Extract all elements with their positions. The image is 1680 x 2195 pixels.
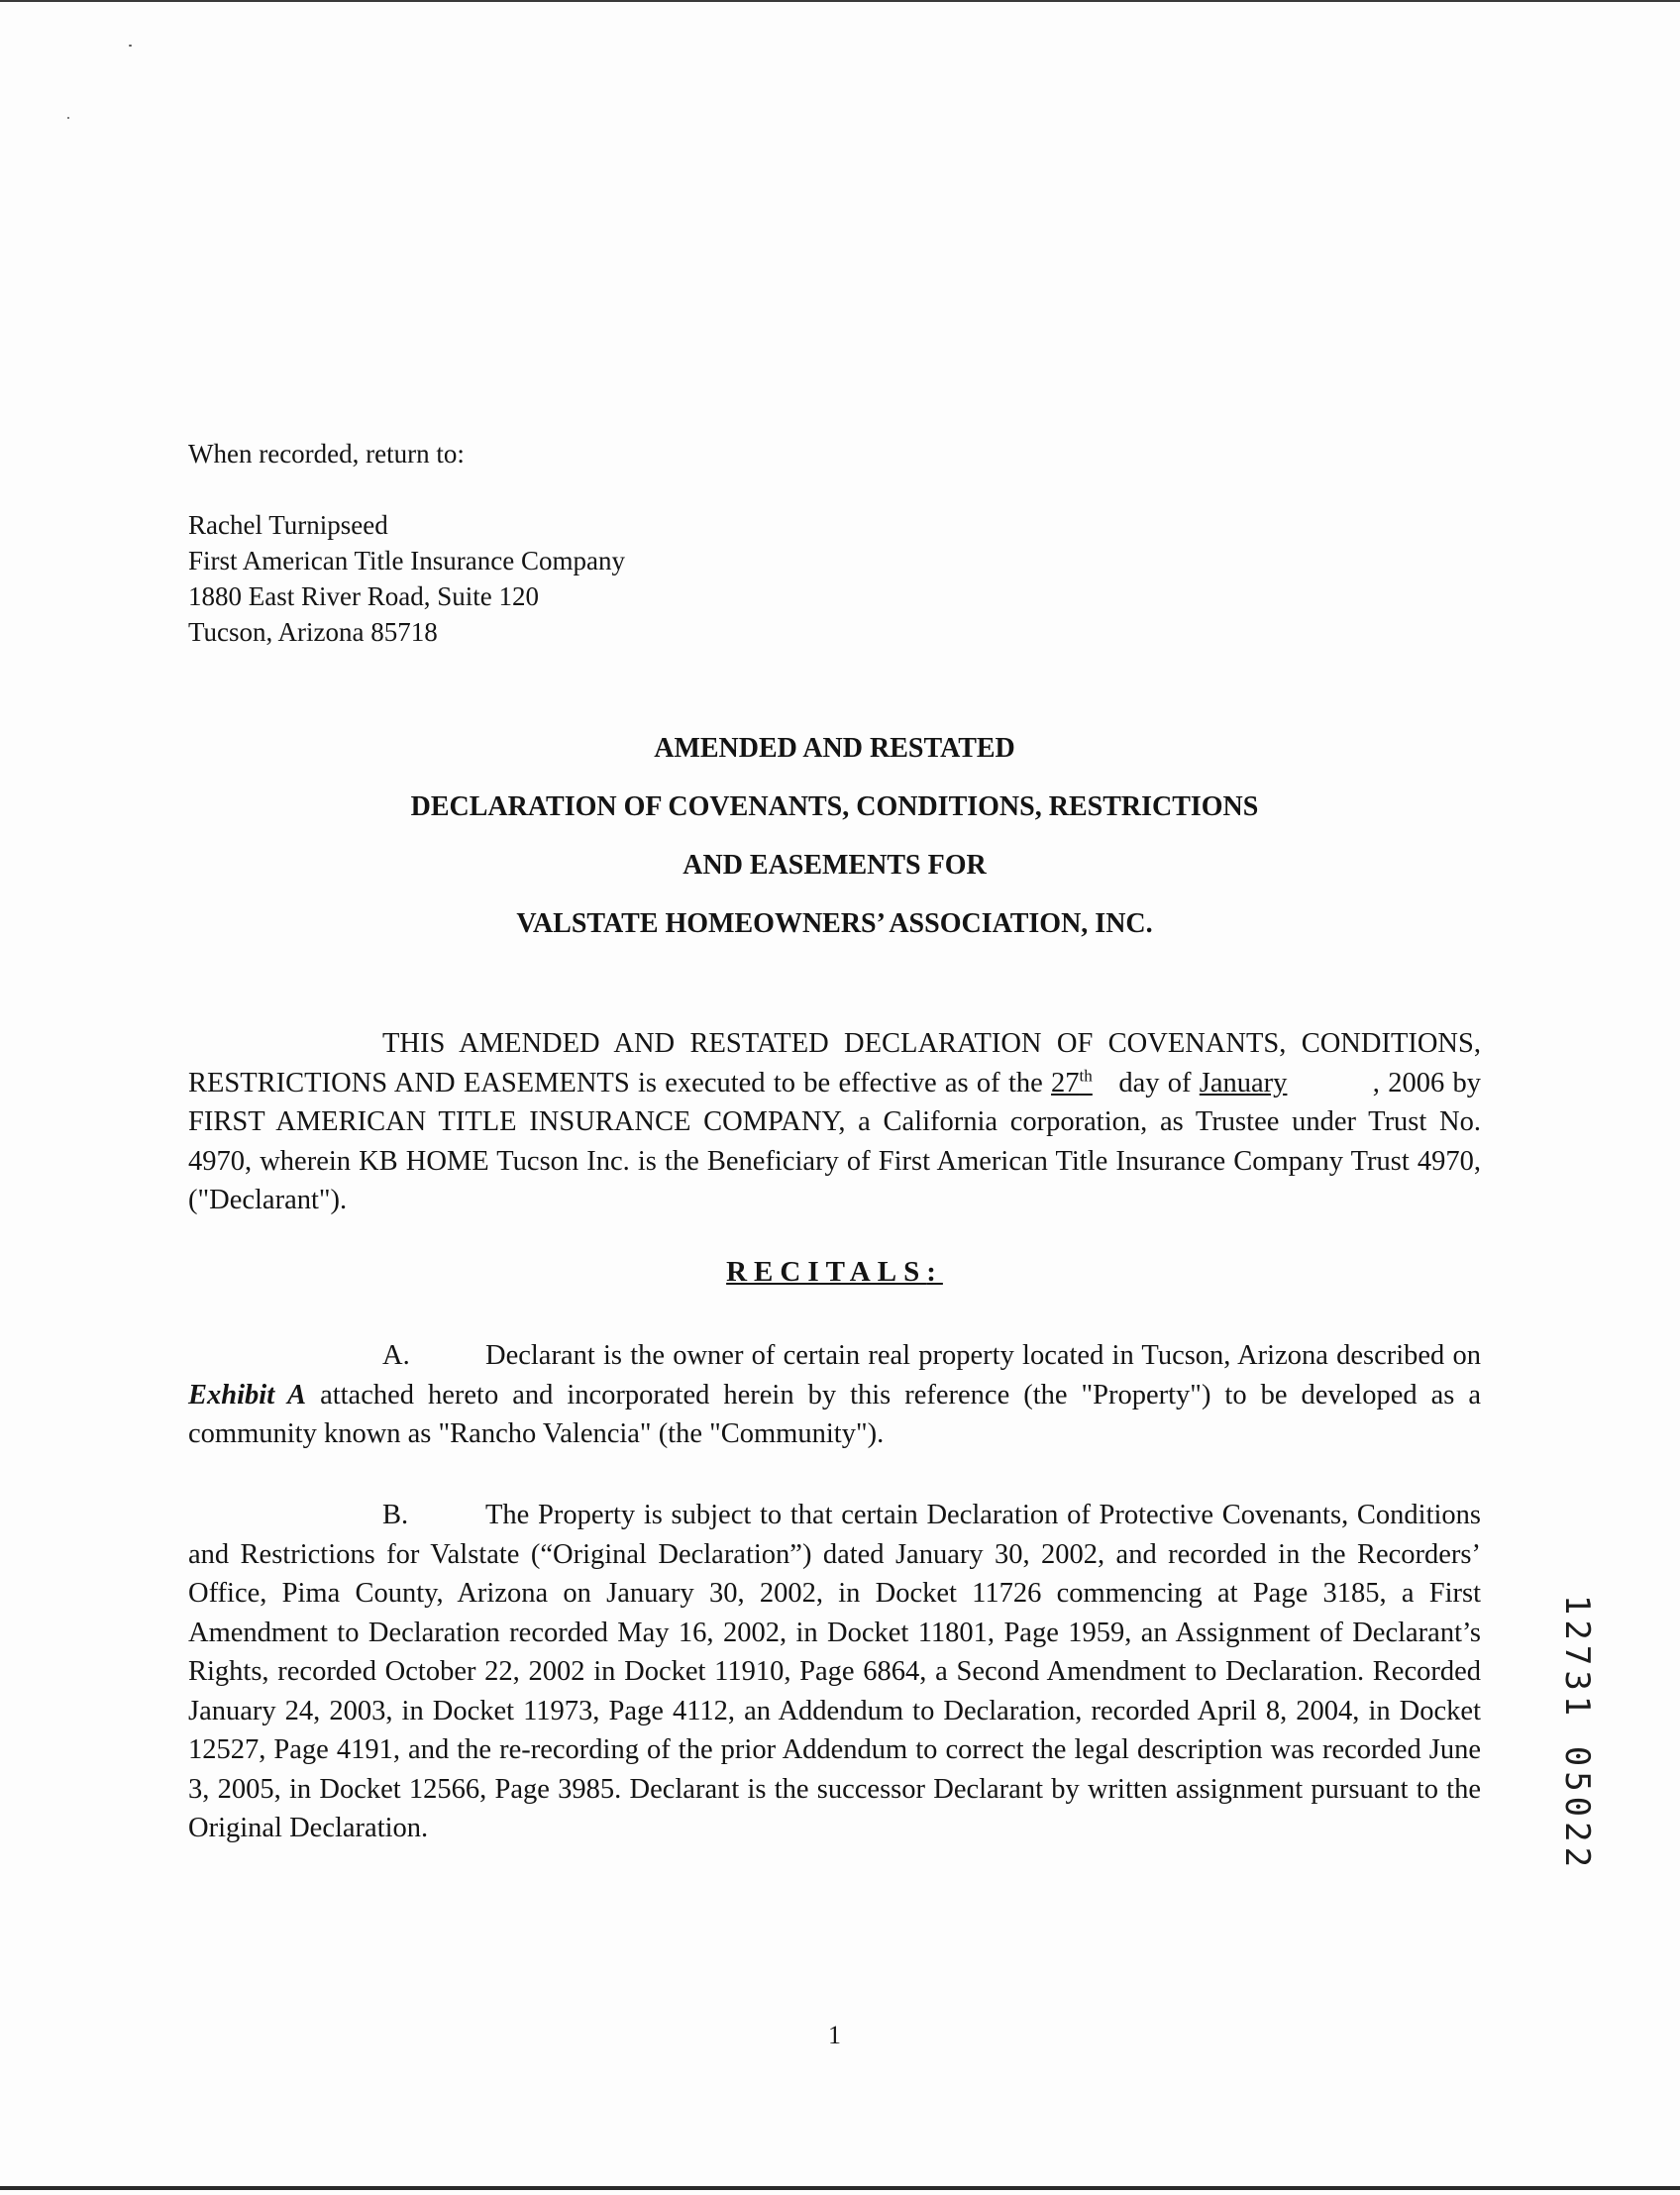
title-line-1: AMENDED AND RESTATED [654, 733, 1015, 764]
title-line-4: VALSTATE HOMEOWNERS’ ASSOCIATION, INC. [516, 908, 1153, 939]
return-name: Rachel Turnipseed [188, 510, 388, 540]
recital-b-letter: B. [382, 1500, 409, 1530]
recitals-heading [188, 1256, 1481, 1289]
page-number: 1 [828, 2021, 841, 2049]
recital-a-text-1: Declarant is the owner of certain real property located in Tucson, Arizona described on [485, 1340, 1481, 1371]
title-line-2: DECLARATION OF COVENANTS, CONDITIONS, RESTRICTIONS [410, 791, 1259, 822]
return-street: 1880 East River Road, Suite 120 [188, 581, 539, 611]
intro-text-1: THIS AMENDED AND RESTATED DECLARATION OF COVENANTS, CONDITIONS, RESTRICTIONS AND EASEMENTS is executed to be effective as of the [188, 1028, 1481, 1098]
effective-month: January [1199, 1067, 1288, 1098]
recital-b-paragraph [188, 1496, 1481, 1848]
intro-text-3: , 2006 by FIRST AMERICAN TITLE INSURANCE COMPANY, a California corporation, as Trustee under Trust No. 4970, wherein KB HOME Tucson Inc. is the Beneficiary of First American Title Insurance Company Trust 4970, ("Declarant"). [188, 1067, 1481, 1215]
document-title [188, 729, 1481, 963]
exhibit-a-reference: Exhibit A [188, 1379, 307, 1411]
effective-day-field [1051, 1064, 1110, 1103]
scan-speck [129, 45, 132, 47]
recital-a-letter: A. [382, 1340, 410, 1371]
return-address-block [188, 436, 625, 650]
recording-stamp: 12731 05022 [1557, 1594, 1597, 1873]
recital-a-paragraph [188, 1336, 1481, 1454]
recital-b-text: The Property is subject to that certain Declaration of Protective Covenants, Conditions and Restrictions for Valstate (“Original Declaration”) dated January 30, 2002, and recorded in the Recorders’ Office, Pima County, Arizona on January 30, 2002, in Docket 11726 commencing at Page 3185, a First Amendment to Declaration recorded May 16, 2002, in Docket 11801, Page 1959, an Assignment of Declarant’s Rights, recorded October 22, 2002 in Docket 11910, Page 6864, a Second Amendment to Declaration. Recorded January 24, 2003, in Docket 11973, Page 4112, an Addendum to Declaration, recorded April 8, 2004, in Docket 12527, Page 4191, and the re-recording of the prior Addendum to correct the legal description was recorded June 3, 2005, in Docket 12566, Page 3985. Declarant is the successor Declarant by written assignment pursuant to the Original Declaration. [188, 1500, 1481, 1843]
scan-border-top [0, 0, 1680, 2]
title-line-3: AND EASEMENTS FOR [682, 850, 987, 881]
recital-a-text-2: attached hereto and incorporated herein by this reference (the "Property") to be developed as a community known as "Rancho Valencia" (the "Community"). [188, 1379, 1481, 1449]
intro-text-2: day of [1110, 1067, 1200, 1098]
scan-border-bottom [0, 2186, 1680, 2190]
return-label: When recorded, return to: [188, 439, 465, 469]
return-company: First American Title Insurance Company [188, 546, 625, 575]
effective-day-suffix: th [1079, 1066, 1093, 1085]
recitals-colon: : [926, 1256, 943, 1288]
recitals-heading-text: RECITALS [726, 1256, 927, 1288]
return-city: Tucson, Arizona 85718 [188, 617, 438, 647]
intro-paragraph [188, 1024, 1481, 1220]
effective-day: 27 [1051, 1067, 1080, 1098]
scan-speck [67, 117, 69, 119]
